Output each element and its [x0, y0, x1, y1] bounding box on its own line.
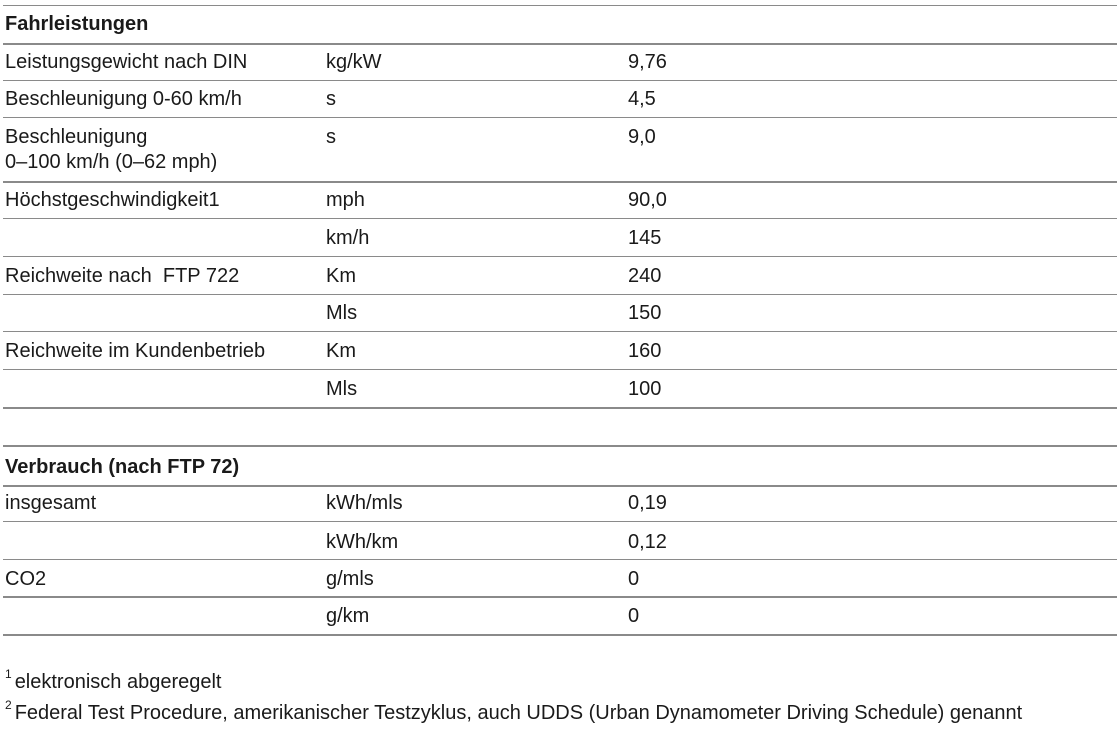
row-value: 160 — [628, 340, 662, 362]
row-unit: Km — [326, 265, 356, 287]
row-label: CO2 — [5, 568, 47, 590]
row-value: 145 — [628, 227, 662, 249]
row-value: 0,12 — [628, 531, 667, 553]
section-title-verbrauch: Verbrauch (nach FTP 72) — [5, 456, 240, 478]
row-value: 0 — [628, 605, 640, 627]
divider — [3, 407, 1117, 409]
divider — [3, 117, 1117, 118]
divider — [3, 181, 1117, 183]
divider — [3, 596, 1117, 598]
row-unit: s — [326, 126, 336, 148]
row-unit: s — [326, 88, 336, 110]
row-unit: g/km — [326, 605, 370, 627]
row-value: 90,0 — [628, 189, 667, 211]
divider — [3, 218, 1117, 219]
row-value: 0 — [628, 568, 640, 590]
row-label: Leistungsgewicht nach DIN — [5, 51, 248, 73]
divider — [3, 294, 1117, 295]
row-unit: kWh/mls — [326, 492, 403, 514]
row-label: Reichweite nach FTP 722 — [5, 265, 240, 287]
row-unit: Mls — [326, 378, 358, 400]
row-unit: kg/kW — [326, 51, 382, 73]
divider — [3, 43, 1117, 45]
row-label: Reichweite im Kundenbetrieb — [5, 340, 266, 362]
divider — [3, 80, 1117, 81]
row-label: insgesamt — [5, 492, 97, 514]
divider — [3, 634, 1117, 636]
divider — [3, 331, 1117, 332]
row-value: 9,76 — [628, 51, 667, 73]
row-unit: g/mls — [326, 568, 374, 590]
row-unit: kWh/km — [326, 531, 399, 553]
row-value: 9,0 — [628, 126, 656, 148]
row-label: Beschleunigung 0-60 km/h — [5, 88, 242, 110]
row-unit: km/h — [326, 227, 370, 249]
footnote-mark: 1 — [5, 667, 12, 681]
footnote-2 — [5, 698, 1023, 725]
row-value: 100 — [628, 378, 662, 400]
divider — [3, 485, 1117, 487]
footnote-text: elektronisch abgeregelt — [14, 671, 222, 693]
footnote-text: Federal Test Procedure, amerikanischer Testzyklus, auch UDDS (Urban Dynamometer Driving Schedule) genannt — [14, 702, 1023, 724]
divider — [3, 5, 1117, 6]
row-label: Beschleunigung — [5, 126, 148, 148]
divider — [3, 521, 1117, 522]
divider — [3, 445, 1117, 447]
row-value: 150 — [628, 302, 662, 324]
row-value: 4,5 — [628, 88, 656, 110]
footnote-1 — [5, 667, 222, 694]
row-unit: Mls — [326, 302, 358, 324]
divider — [3, 256, 1117, 257]
row-label: Höchstgeschwindigkeit1 — [5, 189, 220, 211]
row-value: 0,19 — [628, 492, 667, 514]
row-label-line2: 0–100 km/h (0–62 mph) — [5, 151, 218, 173]
row-unit: mph — [326, 189, 365, 211]
divider — [3, 369, 1117, 370]
section-title-fahrleistungen: Fahrleistungen — [5, 13, 149, 35]
footnote-mark: 2 — [5, 698, 12, 712]
row-unit: Km — [326, 340, 356, 362]
divider — [3, 559, 1117, 560]
row-value: 240 — [628, 265, 662, 287]
